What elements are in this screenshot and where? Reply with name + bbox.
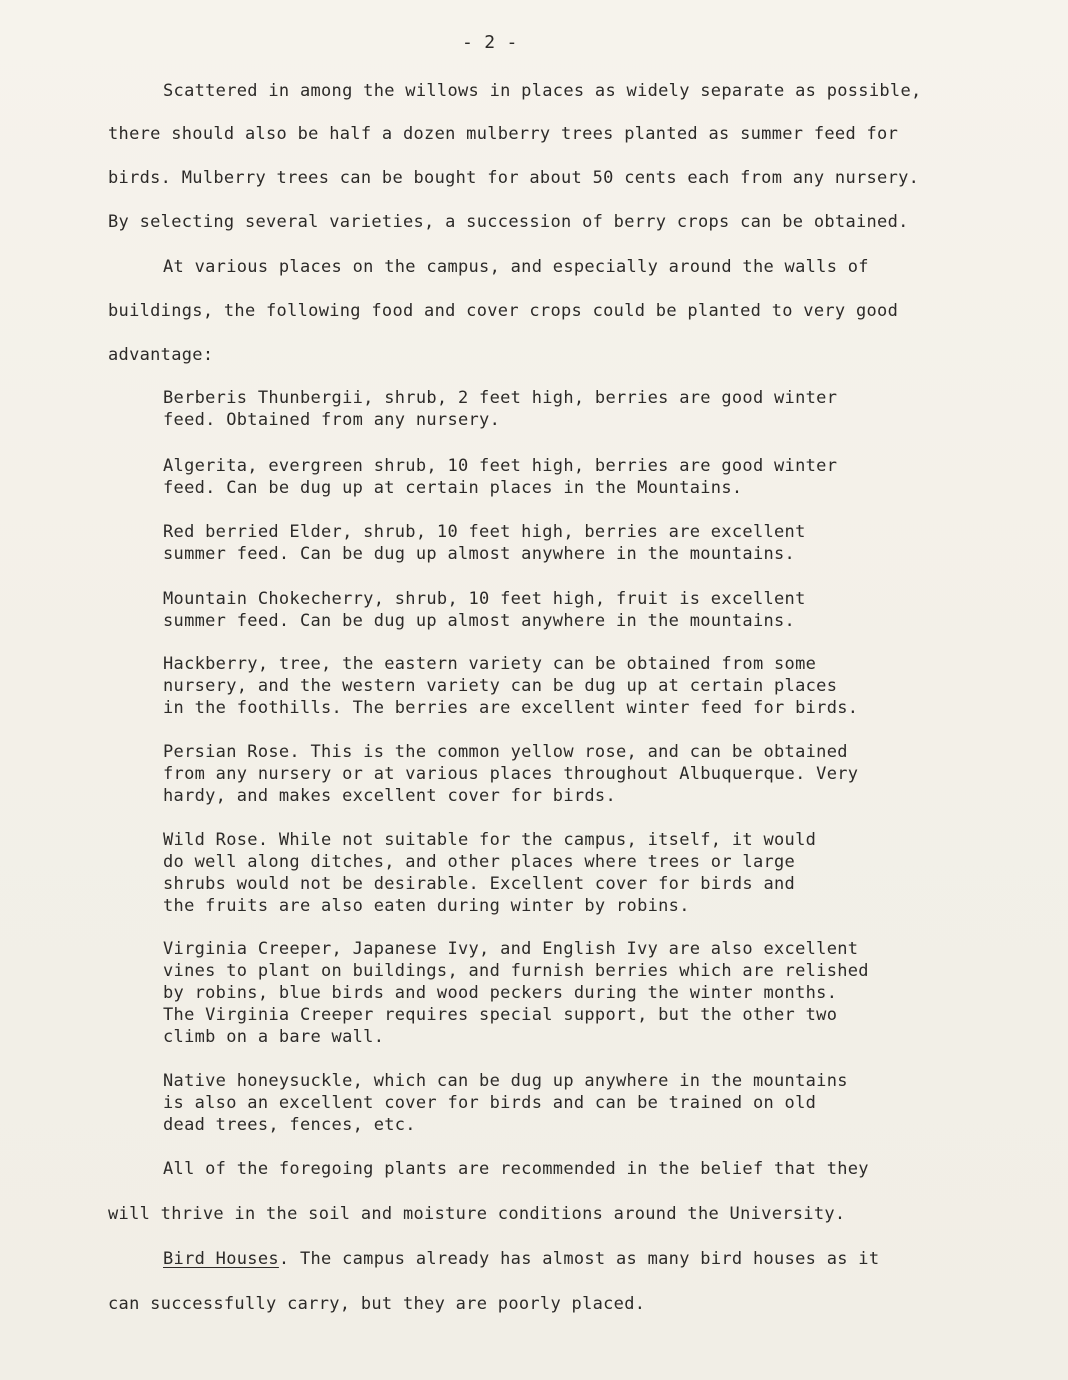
intro-p2-line-1: At various places on the campus, and especially around the walls of <box>163 257 869 277</box>
plant-6-line-2: from any nursery or at various places throughout Albuquerque. Very <box>163 764 859 784</box>
intro-p2-line-2: buildings, the following food and cover crops could be planted to very good <box>108 301 899 321</box>
bird-houses-line-1-text: . The campus already has almost as many bird houses as it <box>278 1249 880 1269</box>
plant-8-line-4: The Virginia Creeper requires special support, but the other two <box>163 1005 838 1025</box>
plant-1-line-2: feed. Obtained from any nursery. <box>163 410 501 430</box>
intro-p1-line-4: By selecting several varieties, a succession of berry crops can be obtained. <box>108 212 909 232</box>
plant-5-line-3: in the foothills. The berries are excellent winter feed for birds. <box>163 698 859 718</box>
plant-2-line-1: Algerita, evergreen shrub, 10 feet high, berries are good winter <box>163 456 838 476</box>
plant-9-line-2: is also an excellent cover for birds and can be trained on old <box>163 1093 817 1113</box>
plant-3-line-2: summer feed. Can be dug up almost anywhere in the mountains. <box>163 544 796 564</box>
closing-p1-line-2: will thrive in the soil and moisture conditions around the University. <box>108 1204 846 1224</box>
plant-4-line-1: Mountain Chokecherry, shrub, 10 feet high, fruit is excellent <box>163 589 806 609</box>
plant-4-line-2: summer feed. Can be dug up almost anywhere in the mountains. <box>163 611 796 631</box>
intro-p1-line-1: Scattered in among the willows in places as widely separate as possible, <box>163 81 922 101</box>
plant-3-line-1: Red berried Elder, shrub, 10 feet high, berries are excellent <box>163 522 806 542</box>
plant-9-line-1: Native honeysuckle, which can be dug up anywhere in the mountains <box>163 1071 848 1091</box>
page-number: - 2 - <box>462 32 518 53</box>
intro-p2-line-3: advantage: <box>108 345 214 365</box>
closing-p1-line-1: All of the foregoing plants are recommended in the belief that they <box>163 1159 869 1179</box>
plant-7-line-1: Wild Rose. While not suitable for the campus, itself, it would <box>163 830 817 850</box>
plant-5-line-1: Hackberry, tree, the eastern variety can be obtained from some <box>163 654 817 674</box>
plant-6-line-3: hardy, and makes excellent cover for birds. <box>163 786 616 806</box>
plant-5-line-2: nursery, and the western variety can be dug up at certain places <box>163 676 838 696</box>
plant-1-line-1: Berberis Thunbergii, shrub, 2 feet high, berries are good winter <box>163 388 838 408</box>
plant-9-line-3: dead trees, fences, etc. <box>163 1115 416 1135</box>
bird-houses-heading: Bird Houses <box>163 1249 279 1269</box>
intro-p1-line-2: there should also be half a dozen mulberry trees planted as summer feed for <box>108 124 899 144</box>
plant-8-line-1: Virginia Creeper, Japanese Ivy, and English Ivy are also excellent <box>163 939 859 959</box>
plant-7-line-3: shrubs would not be desirable. Excellent cover for birds and <box>163 874 796 894</box>
plant-7-line-2: do well along ditches, and other places where trees or large <box>163 852 796 872</box>
plant-8-line-3: by robins, blue birds and wood peckers during the winter months. <box>163 983 838 1003</box>
plant-7-line-4: the fruits are also eaten during winter by robins. <box>163 896 690 916</box>
intro-p1-line-3: birds. Mulberry trees can be bought for about 50 cents each from any nursery. <box>108 168 920 188</box>
bird-houses-line-1 <box>163 1248 879 1270</box>
plant-2-line-2: feed. Can be dug up at certain places in the Mountains. <box>163 478 743 498</box>
bird-houses-line-2: can successfully carry, but they are poorly placed. <box>108 1294 646 1314</box>
plant-8-line-2: vines to plant on buildings, and furnish berries which are relished <box>163 961 869 981</box>
plant-6-line-1: Persian Rose. This is the common yellow rose, and can be obtained <box>163 742 848 762</box>
plant-8-line-5: climb on a bare wall. <box>163 1027 385 1047</box>
